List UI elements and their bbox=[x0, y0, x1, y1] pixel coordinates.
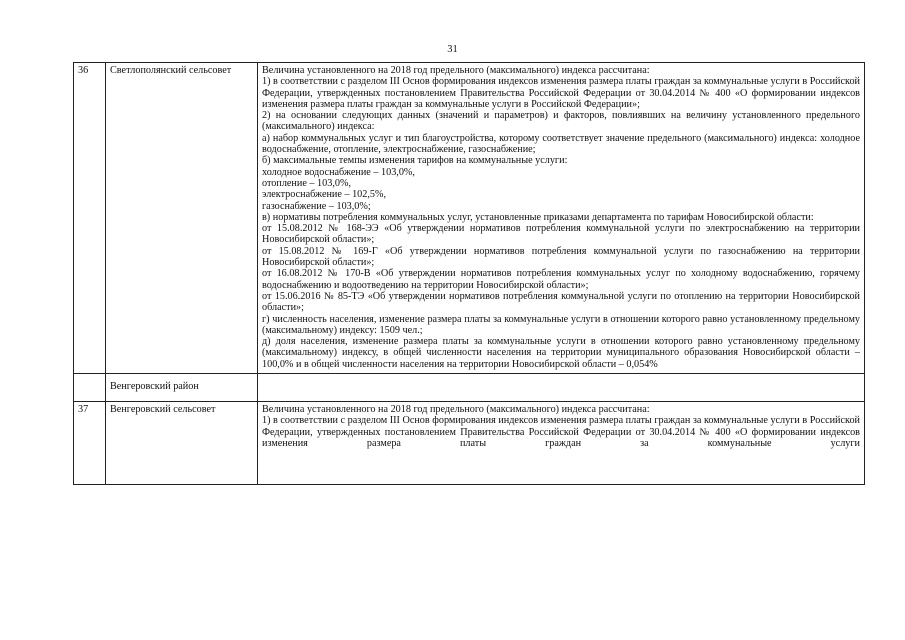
paragraph: Величина установленного на 2018 год предельного (максимального) индекса рассчитана: bbox=[262, 65, 650, 76]
paragraph: 1) в соответствии с разделом III Основ формирования индексов изменения размера платы граждан за коммунальные услуги в Российской Федерации, утвержденных постановлением Правительства Российской Федерации от 30.04.2014 № 400 «О формировании индексов изменения размера платы граждан за коммунальные услуги в Российской Федерации»; bbox=[262, 76, 860, 110]
indices-table bbox=[73, 62, 865, 485]
paragraph: от 15.08.2012 № 168-ЭЭ «Об утверждении нормативов потребления коммунальной услуги по электроснабжению на территории Новосибирской области»; bbox=[262, 223, 860, 246]
paragraph: 2) на основании следующих данных (значений и параметров) и факторов, повлиявших на величину установленного предельного (максимального) индекса: bbox=[262, 110, 860, 133]
paragraph: г) численность населения, изменение размера платы за коммунальные услуги в отношении которого равно установленному предельному (максимальному) индексу: 1509 чел.; bbox=[262, 313, 860, 336]
table-row-37 bbox=[74, 402, 865, 485]
settlement-name: Венгеровский сельсовет bbox=[106, 402, 258, 485]
district-description-empty bbox=[258, 374, 865, 402]
index-description bbox=[258, 63, 865, 374]
truncated-content bbox=[262, 404, 860, 481]
paragraph: отопление – 103,0%, bbox=[262, 177, 351, 189]
paragraph: электроснабжение – 102,5%, bbox=[262, 189, 387, 201]
paragraph: а) набор коммунальных услуг и тип благоустройства, которому соответствует значение предельного (максимального) индекса: холодное водоснабжение, отопление, электроснабжение, газоснабжение; bbox=[262, 132, 860, 156]
table-row-36 bbox=[74, 63, 865, 374]
paragraph: холодное водоснабжение – 103,0%, bbox=[262, 166, 415, 178]
row-number: 37 bbox=[74, 402, 106, 485]
settlement-name: Светлополянский сельсовет bbox=[106, 63, 258, 374]
paragraph: в) нормативы потребления коммунальных услуг, установленные приказами департамента по тарифам Новосибирской области: bbox=[262, 211, 814, 223]
district-name: Венгеровский район bbox=[106, 374, 258, 402]
paragraph: д) доля населения, изменение размера платы за коммунальные услуги в отношении которого равно установленному предельному (максимальному) индексу, в общей численности населения на территории муниципального образования Новосибирской области – 100,0% и в общей численности населения на территории Новосибирской области – 0,054% bbox=[262, 336, 860, 370]
paragraph: газоснабжение – 103,0%; bbox=[262, 200, 371, 212]
row-number-empty bbox=[74, 374, 106, 402]
paragraph: от 15.06.2016 № 85-ТЭ «Об утверждении нормативов потребления коммунальной услуги по отоплению на территории Новосибирской области»; bbox=[262, 290, 860, 314]
table-row-district bbox=[74, 374, 865, 402]
paragraph: Величина установленного на 2018 год предельного (максимального) индекса рассчитана: bbox=[262, 404, 650, 416]
paragraph: б) максимальные темпы изменения тарифов на коммунальные услуги: bbox=[262, 155, 568, 167]
row-number: 36 bbox=[74, 63, 106, 374]
paragraph: от 15.08.2012 № 169-Г «Об утверждении нормативов потребления коммунальной услуги по газоснабжению на территории Новосибирской области»; bbox=[262, 245, 860, 269]
page-number: 31 bbox=[447, 44, 458, 55]
paragraph: 1) в соответствии с разделом III Основ формирования индексов изменения размера платы граждан за коммунальные услуги в Российской Федерации, утвержденных постановлением Правительства Российской Федерации от 30.04.2014 № 400 «О формировании индексов изменения размера платы граждан за коммунальные услуги bbox=[262, 415, 860, 449]
paragraph: от 16.08.2012 № 170-В «Об утверждении нормативов потребления коммунальных услуг по холодному водоснабжению, горячему водоснабжению и водоотведению на территории Новосибирской области»; bbox=[262, 268, 860, 291]
index-description bbox=[258, 402, 865, 485]
